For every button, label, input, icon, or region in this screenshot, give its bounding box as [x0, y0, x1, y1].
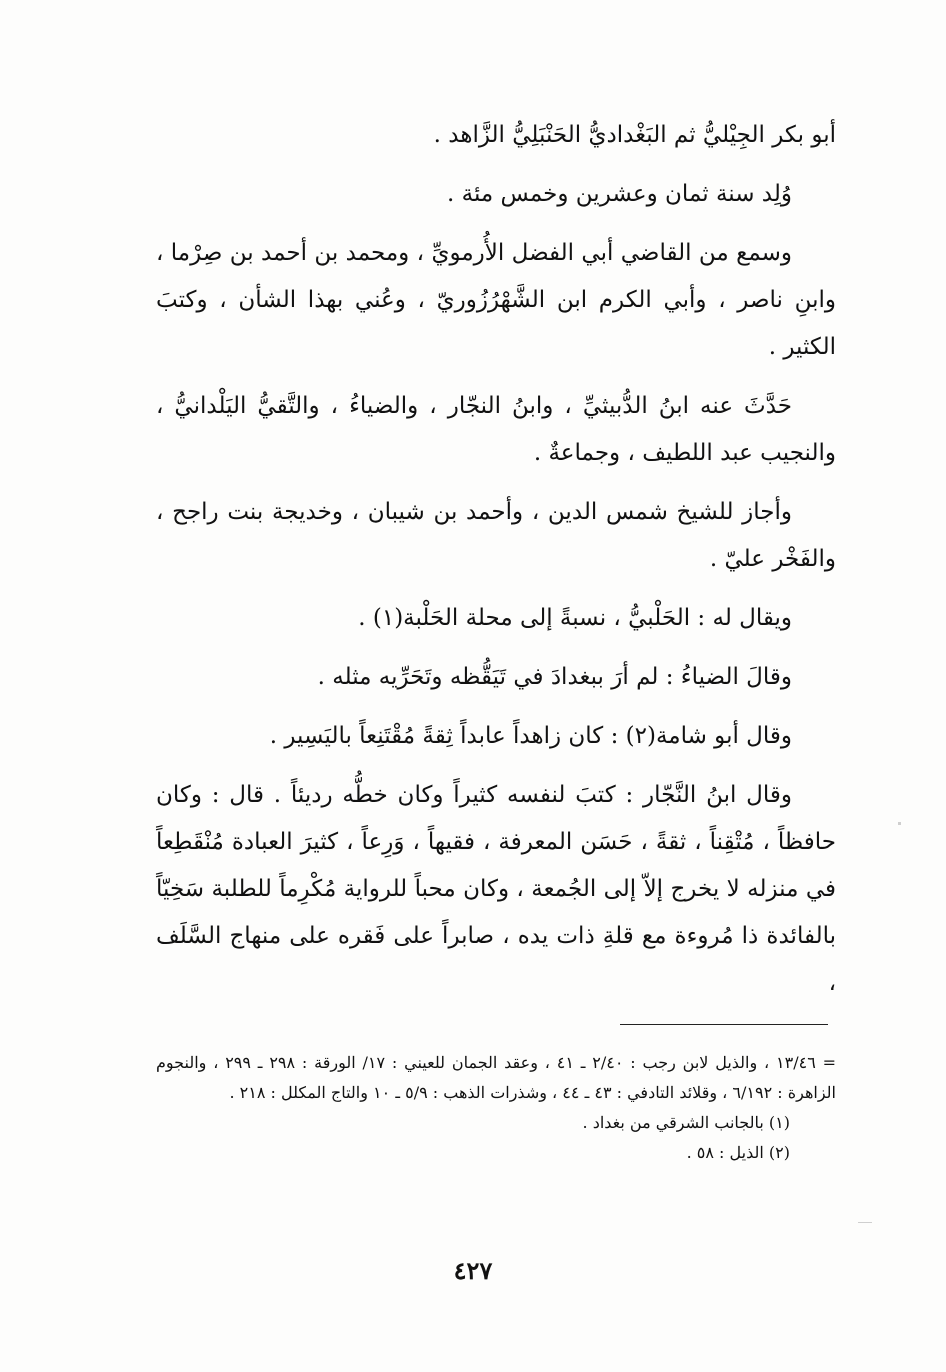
footnotes — [156, 1048, 836, 1168]
footnote-1: (١) بالجانب الشرقي من بغداد . — [582, 1113, 790, 1132]
paragraph: وأجاز للشيخ شمس الدين ، وأحمد بن شيبان ، وخديجة بنت راجح ، والفَخْر عليّ . — [156, 499, 836, 572]
footnote-2: (٢) الذيل : ٥٨ . — [686, 1143, 790, 1162]
paragraph: ويقال له : الحَلْبيُّ ، نسبةً إلى محلة الحَلْبة(١) . — [358, 605, 792, 631]
paragraph: أبو بكر الجِيْليُّ ثم البَغْداديُّ الحَنْبَلِيُّ الزَّاهد . — [433, 122, 836, 148]
scan-speck — [858, 1222, 872, 1223]
page-number: ٤٢٧ — [453, 1256, 493, 1285]
scan-speck — [898, 822, 901, 825]
paragraph: وقالَ الضياءُ : لم أرَ ببغدادَ في تَيَقُّظه وتَحَرِّيه مثله . — [317, 664, 792, 690]
paragraph: وقال ابنُ النَّجّار : كتبَ لنفسه كثيراً وكان خطُّه رديئاً . قال : وكان حافظاً ، مُتْقِناً ، ثقةً ، حَسَن المعرفة ، فقيهاً ، وَرِعاً ، كثيرَ العبادة مُنْقَطِعاً في منزله لا يخرج إلاّ إلى الجُمعة ، وكان محباً للرواية مُكْرِماً للطلبة سَخِيّاً بالفائدة ذا مُروءة مع قلةِ ذات يده ، صابراً على فَقره على منهاج السَّلَف ، — [156, 782, 836, 996]
paragraph: وسمع من القاضي أبي الفضل الأُرمويِّ ، ومحمد بن أحمد بن صِرْما ، وابنِ ناصر ، وأبي الكرم ابن الشَّهْرُزُوريّ ، وعُني بهذا الشأن ، وكتبَ الكثير . — [156, 240, 836, 360]
footnote-continuation: = ١٣/٤٦ ، والذيل لابن رجب : ٢/٤٠ ـ ٤١ ، وعقد الجمان للعيني : ١٧/ الورقة : ٢٩٨ ـ ٢٩٩ ، والنجوم الزاهرة : ٦/١٩٢ ، وقلائد التادفي : ٤٣ ـ ٤٤ ، وشذرات الذهب : ٥/٩ ـ ١٠ والتاج المكلل : ٢١٨ . — [156, 1053, 837, 1102]
paragraph: وُلِد سنة ثمان وعشرين وخمس مئة . — [447, 181, 792, 207]
paragraph: حَدَّثَ عنه ابنُ الدُّبيثيِّ ، وابنُ النجّار ، والضياءُ ، والتَّقيُّ اليَلْدانيُّ ، والنجيب عبد اللطيف ، وجماعةٌ . — [156, 393, 836, 466]
main-text — [156, 112, 836, 1019]
paragraph: وقال أبو شامة(٢) : كان زاهداً عابداً ثِقةً مُقْتَنِعاً باليَسِير . — [269, 723, 792, 749]
footnote-divider — [620, 1024, 828, 1025]
